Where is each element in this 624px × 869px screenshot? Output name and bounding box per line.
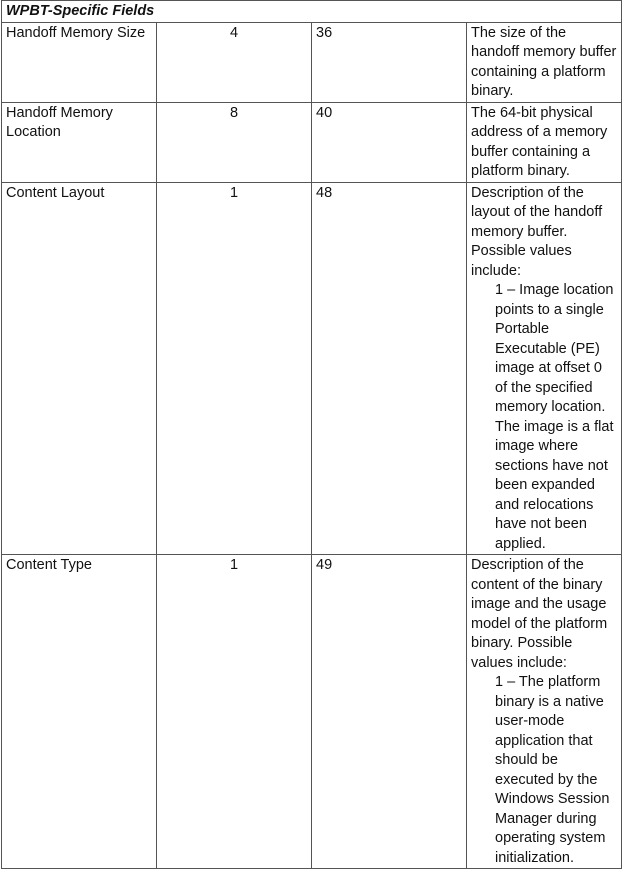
field-description: Description of the content of the binary image and the usage model of the platform binary. Possible values include: bbox=[471, 557, 608, 671]
field-description-cell bbox=[467, 22, 622, 102]
byte-length: 4 bbox=[157, 22, 312, 102]
possible-value: 1 – The platform binary is a native user-mode application that should be executed by the Windows Session Manager during operating system initialization. bbox=[495, 674, 610, 866]
wpbt-fields-table bbox=[1, 0, 622, 869]
table-row bbox=[2, 555, 622, 869]
byte-length: 8 bbox=[157, 102, 312, 182]
byte-offset: 48 bbox=[312, 182, 467, 555]
section-header-row bbox=[2, 1, 622, 23]
possible-value: 1 – Image location points to a single Portable Executable (PE) image at offset 0 of the specified memory location. The image is a flat image where sections have not been expanded and relocations have not been applied. bbox=[495, 282, 614, 552]
field-name: Content Layout bbox=[2, 182, 157, 555]
table-row bbox=[2, 182, 622, 555]
table-row bbox=[2, 102, 622, 182]
field-name: Content Type bbox=[2, 555, 157, 869]
byte-offset: 36 bbox=[312, 22, 467, 102]
field-description-cell bbox=[467, 102, 622, 182]
byte-length: 1 bbox=[157, 182, 312, 555]
table-row bbox=[2, 22, 622, 102]
byte-length: 1 bbox=[157, 555, 312, 869]
field-description-cell bbox=[467, 555, 622, 869]
field-description: Description of the layout of the handoff memory buffer. Possible values include: bbox=[471, 184, 603, 279]
field-name: Handoff Memory Size bbox=[2, 22, 157, 102]
byte-offset: 40 bbox=[312, 102, 467, 182]
field-description: The 64-bit physical address of a memory buffer containing a platform binary. bbox=[471, 104, 608, 179]
section-title: WPBT-Specific Fields bbox=[2, 1, 622, 23]
byte-offset: 49 bbox=[312, 555, 467, 869]
field-name: Handoff Memory Location bbox=[2, 102, 157, 182]
field-description: The size of the handoff memory buffer containing a platform binary. bbox=[471, 24, 617, 99]
field-description-cell bbox=[467, 182, 622, 555]
